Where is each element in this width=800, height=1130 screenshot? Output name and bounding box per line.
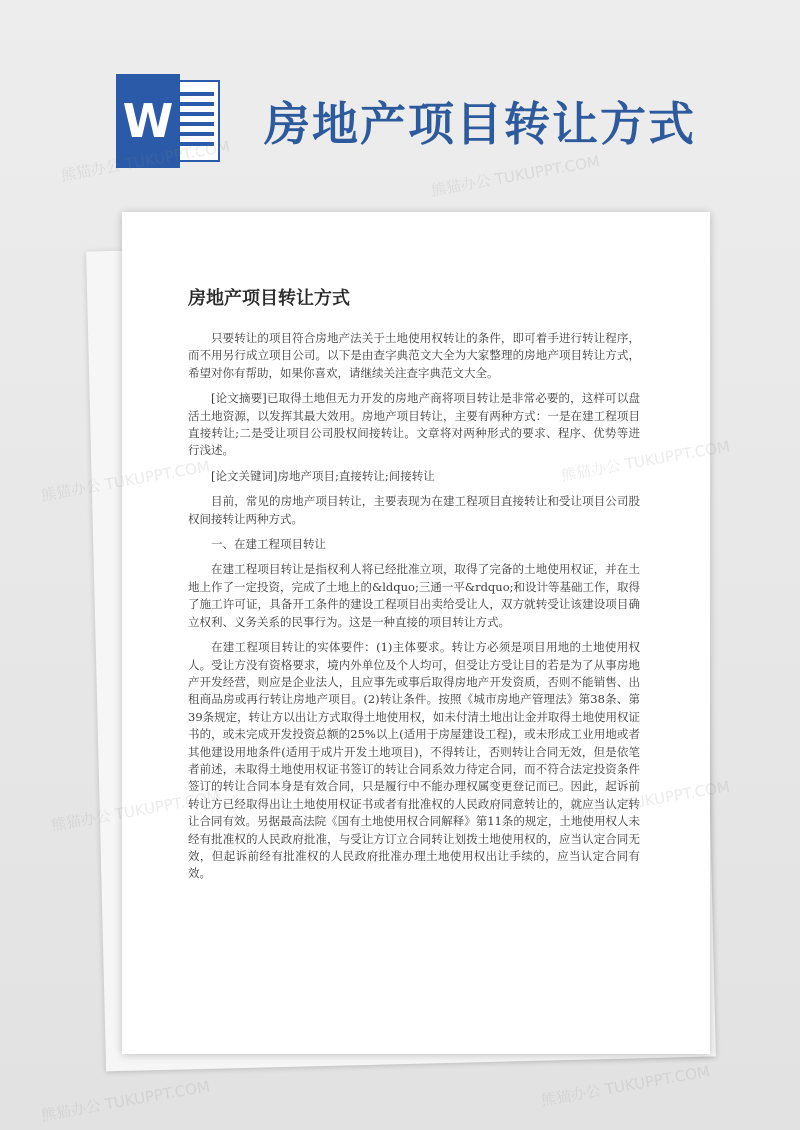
body-paragraph: 在建工程项目转让是指权利人将已经批准立项，取得了完备的土地使用权证，并在土地上作了一定投资，完成了土地上的&ldquo;三通一平&rdquo;和设计等基础工作，取得了施工许可证，具备开工条件的建设工程项目出卖给受让人，双方就转受让该建设项目确立权利、义务关系的民事行为。这是一种直接的项目转让方式。 <box>188 562 641 629</box>
body-paragraph: 目前，常见的房地产项目转让，主要表现为在建工程项目直接转让和受让项目公司股权间接转让两种方式。 <box>188 494 640 526</box>
abstract-paragraph: [论文摘要]已取得土地但无力开发的房地产商将项目转让是非常必要的，这样可以盘活土地资源，以发挥其最大效用。房地产项目转让，主要有两种方式：一是在建工程项目直接转让;二是受让项目公司股权间接转让。文章将对两种形式的要求、程序、优势等进行浅述。 <box>188 391 640 458</box>
watermark-text: 熊猫办公 <box>49 806 113 835</box>
word-logo-letter: W <box>116 74 180 168</box>
word-document-icon <box>116 74 221 168</box>
document-page <box>122 212 710 1054</box>
watermark-text: 熊猫办公 TUKUPPT.COM <box>539 1062 712 1110</box>
watermark-text: 熊猫办公 <box>39 476 103 505</box>
intro-paragraph: 只要转让的项目符合房地产法关于土地使用权转让的条件，即可着手进行转让程序，而不用另行成立项目公司。以下是由查字典范文大全为大家整理的房地产项目转让方式，希望对你有帮助，如果你喜欢，请继续关注查字典范文大全。 <box>188 331 640 380</box>
watermark-text: 熊猫办公 <box>59 156 123 185</box>
keywords-paragraph: [论文关键词]房地产项目;直接转让;间接转让 <box>211 468 435 483</box>
page-header <box>0 0 800 200</box>
watermark-text: 熊猫办公 TUKUPPT.COM <box>429 152 602 200</box>
document-body <box>188 330 640 893</box>
document-title: 房地产项目转让方式 <box>188 288 350 309</box>
header-title: 房地产项目转让方式 <box>264 97 696 151</box>
watermark-text: 熊猫办公 TUKUPPT.COM <box>39 1077 212 1125</box>
section-heading: 一、在建工程项目转让 <box>211 537 326 552</box>
body-paragraph: 在建工程项目转让的实体要件：(1)主体要求。转让方必须是项目用地的土地使用权人。受让方没有资格要求，境内外单位及个人均可，但受让方受让目的若是为了从事房地产开发经营，则应是企业法人，且应事先或事后取得房地产开发资质，否则不能销售、出租商品房或再行转让房地产项目。(2)转让条件。按照《城市房地产管理法》第38条、第39条规定，转让方以出让方式取得土地使用权，如未付清土地出让金并取得土地使用权证书的，或未完成开发投资总额的25%以上(适用于房屋建设工程)，或未形成工业用地或者其他建设用地条件(适用于成片开发土地项目)，不得转让，否则转让合同无效，但是依笔者前述，未取得土地使用权证书签订的转让合同系效力待定合同，而不符合法定投资条件签订的转让合同本身是有效合同，只是履行中不能办理权属变更登记而已。因此，起诉前转让方已经取得出让土地使用权证书或者有批准权的人民政府同意转让的，就应当认定转让合同有效。另据最高法院《国有土地使用权合同解释》第11条的规定，土地使用权人未经有批准权的人民政府批准，与受让方订立合同转让划拨土地使用权的，应当认定合同无效，但起诉前经有批准权的人民政府批准办理土地使用权出让手续的，应当认定合同有效。 <box>188 640 640 881</box>
